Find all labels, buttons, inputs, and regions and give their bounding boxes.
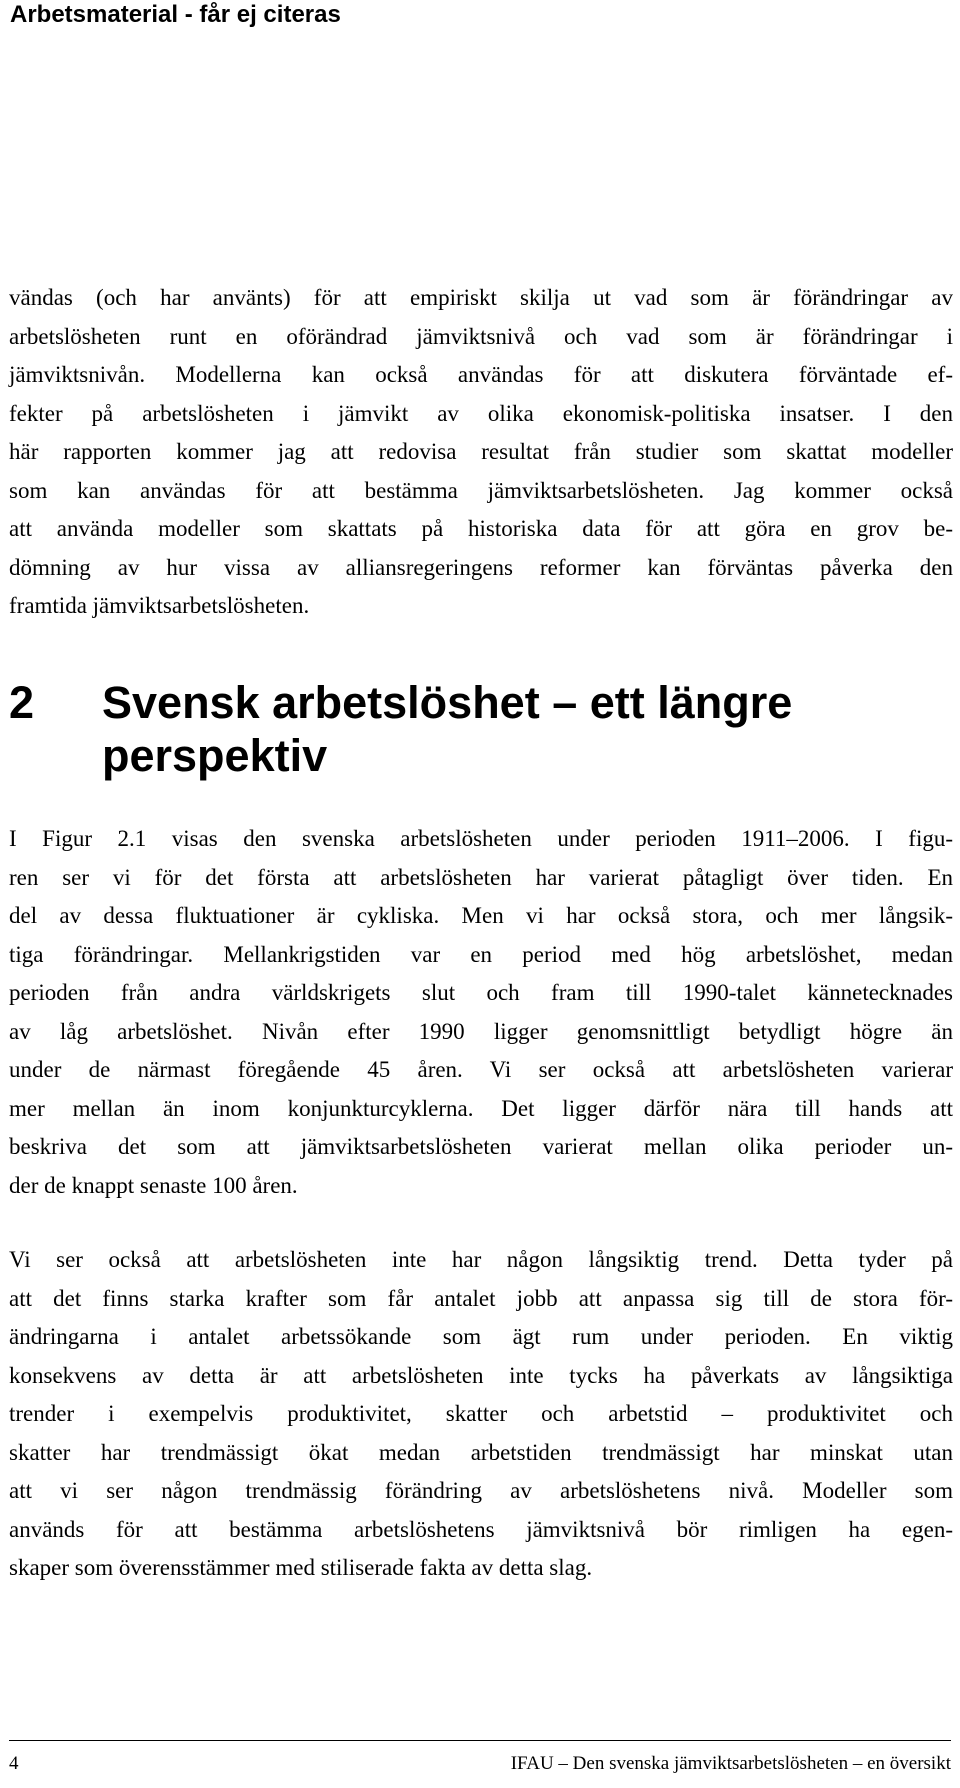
text-line: ändringarna i antalet arbetssökande som ägt rum under perioden. En viktig <box>9 1324 953 1349</box>
section-title-line1: Svensk arbetslöshet – ett längre <box>102 677 793 728</box>
text-line: att vi ser någon trendmässig förändring av arbetslöshetens nivå. Modeller som <box>9 1478 953 1503</box>
text-line: konsekvens av detta är att arbetslösheten inte tycks ha påverkats av långsiktiga <box>9 1362 953 1388</box>
section-number: 2 <box>9 677 35 728</box>
paragraph-trend <box>9 1241 953 1588</box>
text-line: jämviktsnivån. Modellerna kan också användas för att diskutera förväntade ef- <box>9 362 953 387</box>
text-line: används för att bestämma arbetslöshetens jämviktsnivå bör rimligen ha egen- <box>9 1516 953 1542</box>
text-line: trender i exempelvis produktivitet, skatter och arbetstid – produktivitet och <box>9 1401 953 1426</box>
text-line: arbetslösheten runt en oförändrad jämviktsnivå och vad som är förändringar i <box>9 323 953 349</box>
text-line: perioden från andra världskrigets slut och fram till 1990-talet kännetecknades <box>9 980 953 1005</box>
footer-page-number: 4 <box>9 1753 19 1774</box>
text-line: ren ser vi för det första att arbetslösheten har varierat påtagligt över tiden. En <box>9 864 953 890</box>
text-line: fekter på arbetslösheten i jämvikt av olika ekonomisk-politiska insatser. I den <box>9 400 953 426</box>
footer-divider <box>9 1740 951 1741</box>
text-line: att använda modeller som skattats på historiska data för att göra en grov be- <box>9 516 953 541</box>
text-line: att det finns starka krafter som får antalet jobb att anpassa sig till de stora för- <box>9 1285 953 1311</box>
text-line: beskriva det som att jämviktsarbetslösheten varierat mellan olika perioder un- <box>9 1134 953 1159</box>
text-line: mer mellan än inom konjunkturcyklerna. Det ligger därför nära till hands att <box>9 1095 953 1121</box>
text-line: del av dessa fluktuationer är cykliska. Men vi har också stora, och mer långsik- <box>9 903 953 928</box>
text-line: tiga förändringar. Mellankrigstiden var en period med hög arbetslöshet, medan <box>9 941 953 967</box>
section-title-line2: perspektiv <box>102 730 328 781</box>
text-line: under de närmast föregående 45 åren. Vi ser också att arbetslösheten varierar <box>9 1057 953 1082</box>
text-line: framtida jämviktsarbetslösheten. <box>9 593 310 618</box>
text-line: vändas (och har använts) för att empiriskt skilja ut vad som är förändringar av <box>9 285 953 310</box>
text-line: som kan användas för att bestämma jämviktsarbetslösheten. Jag kommer också <box>9 477 953 503</box>
text-line: I Figur 2.1 visas den svenska arbetslösheten under perioden 1911–2006. I figu- <box>9 826 953 851</box>
text-line: skatter har trendmässigt ökat medan arbetstiden trendmässigt har minskat utan <box>9 1439 953 1465</box>
text-line: skaper som överensstämmer med stiliserade fakta av detta slag. <box>9 1555 593 1580</box>
footer-source-title: IFAU – Den svenska jämviktsarbetslösheten – en översikt <box>510 1753 951 1774</box>
text-line: der de knappt senaste 100 åren. <box>9 1172 298 1198</box>
paragraph-figure <box>9 820 953 1205</box>
section-heading <box>9 676 792 782</box>
text-line: Vi ser också att arbetslösheten inte har någon långsiktig trend. Detta tyder på <box>9 1247 953 1272</box>
text-line: dömning av hur vissa av alliansregeringens reformer kan förväntas påverka den <box>9 554 953 580</box>
text-line: här rapporten kommer jag att redovisa resultat från studier som skattat modeller <box>9 439 953 464</box>
page-header-title: Arbetsmaterial - får ej citeras <box>10 1 341 28</box>
paragraph-intro <box>9 279 953 626</box>
text-line: av låg arbetslöshet. Nivån efter 1990 ligger genomsnittligt betydligt högre än <box>9 1018 953 1044</box>
